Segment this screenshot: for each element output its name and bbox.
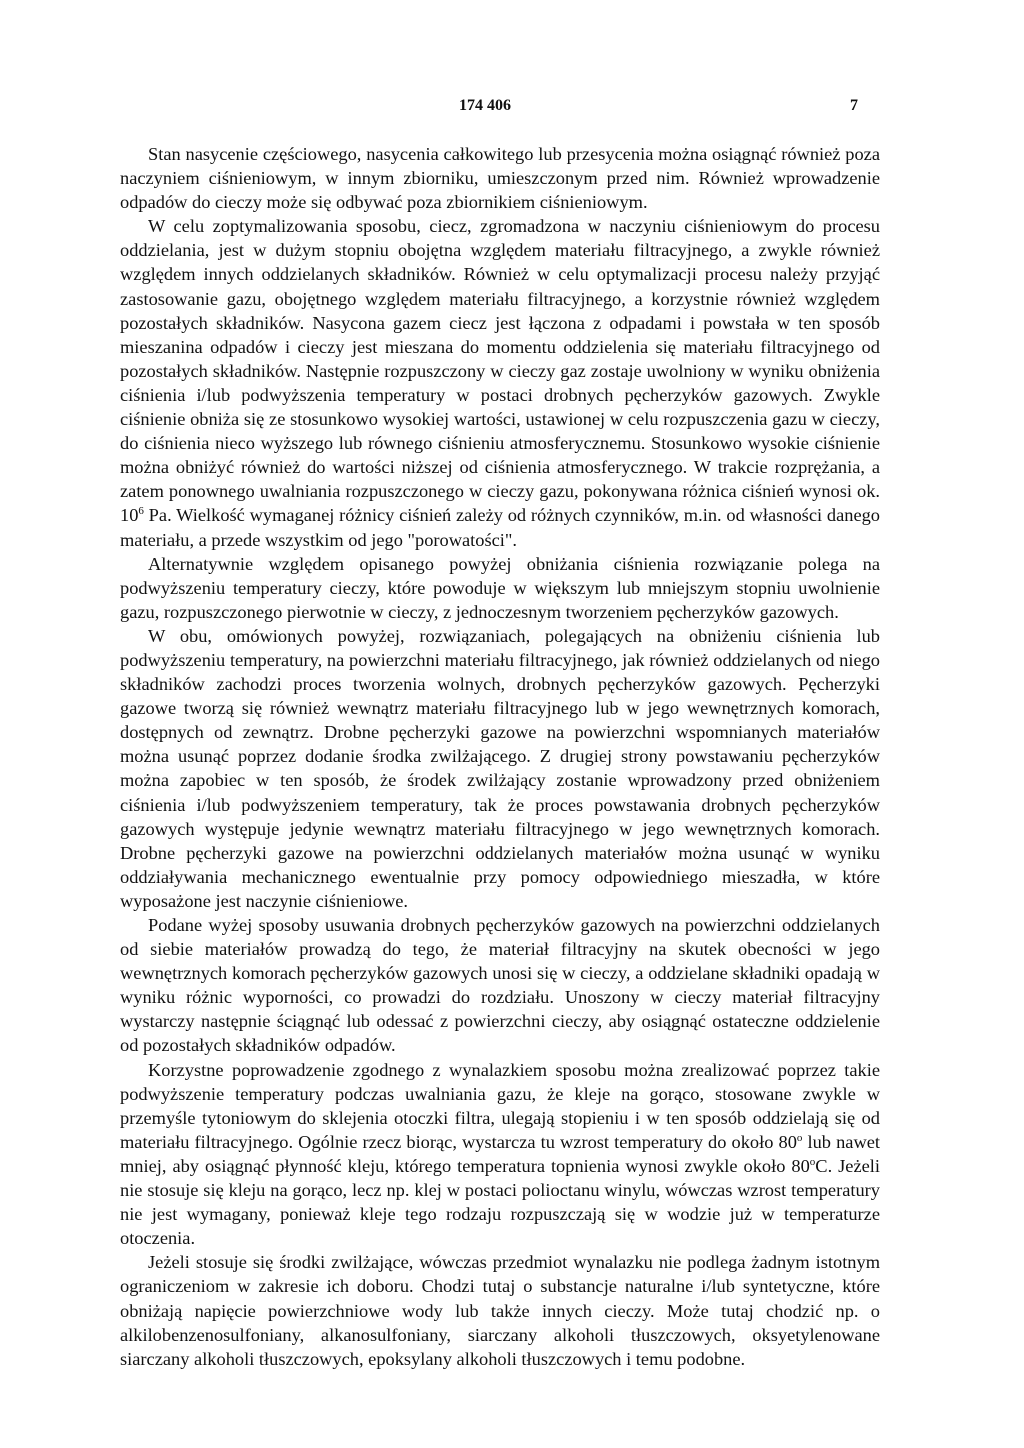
paragraph-4	[120, 624, 880, 913]
page-number: 7	[850, 97, 858, 114]
paragraph-text: Jeżeli stosuje się środki zwilżające, wówczas przedmiot wynalazku nie podlega żadnym istotnym ograniczeniom w zakresie ich doboru. Chodzi tutaj o substancje naturalne i/lub syntetyczne, które obniżają napięcie powierzchniowe wody lub także innych cieczy. Może tutaj chodzić np. o alkilobenzenosulfoniany, alkanosulfoniany, siarczany alkoholi tłuszczowych, oksyetylenowane siarczany alkoholi tłuszczowych, epoksylany alkoholi tłuszczowych i temu podobne.	[120, 1252, 880, 1369]
paragraph-text: Stan nasycenie częściowego, nasycenia całkowitego lub przesycenia można osiągnąć również poza naczyniem ciśnieniowym, w innym zbiorniku, umieszczonym przed nim. Również wprowadzenie odpadów do cieczy może się odbywać poza zbiornikiem ciśnieniowym.	[120, 144, 880, 213]
paragraph-text: W obu, omówionych powyżej, rozwiązaniach, polegających na obniżeniu ciśnienia lub podwyższeniu temperatury, na powierzchni materiału filtracyjnego, jak również oddzielanych od niego składników zachodzi proces tworzenia wolnych, drobnych pęcherzyków gazowych. Pęcherzyki gazowe tworzą się również wewnątrz materiału filtracyjnego lub w jego wewnętrznych komorach, dostępnych od zewnątrz. Drobne pęcherzyki gazowe na powierzchni wspomnianych materiałów można usunąć poprzez dodanie środka zwilżającego. Z drugiej strony powstawaniu pęcherzyków można zapobiec w ten sposób, że środek zwilżający zostanie wprowadzony przed obniżeniem ciśnienia i/lub podwyższeniem temperatury, tak że proces powstawania drobnych pęcherzyków gazowych występuje jedynie wewnątrz materiału filtracyjnego w jego wewnętrznych komorach. Drobne pęcherzyki gazowe na powierzchni oddzielanych materiałów można usunąć w wyniku oddziaływania mechanicznego ewentualnie przy pomocy odpowiedniego mieszadła, w które wyposażone jest naczynie ciśnieniowe.	[120, 625, 880, 911]
paragraph-6	[120, 1058, 880, 1251]
superscript-exponent: 6	[138, 505, 144, 518]
paragraph-text: C. Jeżeli nie stosuje się kleju na gorąco, lecz np. klej w postaci polioctanu winylu, wówczas wzrost temperatury nie jest wymagany, ponieważ kleje tego rodzaju rozpuszczają się w wodzie już w temperaturze otoczenia.	[120, 1155, 880, 1249]
degree-superscript: o	[809, 1155, 816, 1168]
page-header	[120, 97, 858, 119]
paragraph-text: Podane wyżej sposoby usuwania drobnych pęcherzyków gazowych na powierzchni oddzielanych od siebie materiałów prowadzą do tego, że materiał filtracyjny na skutek obecności w jego wewnętrznych komorach pęcherzyków gazowych unosi się w cieczy, a oddzielane składniki opadają w wyniku różnic wyporności, co prowadzi do rozdziału. Unoszony w cieczy materiał filtracyjny wystarczy następnie ściągnąć lub odessać z powierzchni cieczy, aby osiągnąć ostateczne oddzielenie od pozostałych składników odpadów.	[120, 915, 880, 1056]
paragraph-5	[120, 913, 880, 1058]
paragraph-2	[120, 214, 880, 551]
paragraph-text: Alternatywnie względem opisanego powyżej obniżania ciśnienia rozwiązanie polega na podwyższeniu temperatury cieczy, które powoduje w większym lub mniejszym stopniu uwolnienie gazu, rozpuszczonego pierwotnie w cieczy, z jednoczesnym tworzeniem pęcherzyków gazowych.	[120, 553, 880, 622]
paragraph-text: Korzystne poprowadzenie zgodnego z wynalazkiem sposobu można zrealizować poprzez takie podwyższenie temperatury podczas uwalniania gazu, że kleje na gorąco, stosowane zwykle w przemyśle tytoniowym do sklejenia otoczki filtra, ulegają stopieniu i w ten sposób oddzielają się od materiału filtracyjnego. Ogólnie rzecz biorąc, wystarcza tu wzrost temperatury do około 80	[120, 1059, 880, 1152]
body-text	[120, 142, 880, 1371]
paragraph-7	[120, 1250, 880, 1370]
paragraph-text: W celu zoptymalizowania sposobu, ciecz, zgromadzona w naczyniu ciśnieniowym do procesu oddzielania, jest w dużym stopniu obojętna względem materiału filtracyjnego, a zwykle również względem innych oddzielanych składników. Również w celu optymalizacji procesu należy przyjąć zastosowanie gazu, obojętnego względem materiału filtracyjnego, a korzystnie również względem pozostałych składników. Nasycona gazem ciecz jest łączona z odpadami i powstała w ten sposób mieszanina odpadów i cieczy jest mieszana do momentu oddzielenia się materiału filtracyjnego od pozostałych składników. Następnie rozpuszczony w cieczy gaz zostaje uwolniony w wyniku obniżenia ciśnienia i/lub podwyższenia temperatury w postaci drobnych pęcherzyków gazowych. Zwykle ciśnienie obniża się ze stosunkowo wysokiej wartości, ustawionej w celu rozpuszczenia gazu w cieczy, do ciśnienia nieco wyższego lub równego ciśnieniu atmosferycznemu. Stosunkowo wysokie ciśnienie można obniżyć również do wartości niższej od ciśnienia atmosferycznego. W trakcie rozprężania, a zatem ponownego uwalniania rozpuszczonego w cieczy gazu, pokonywana różnica ciśnień wynosi ok. 10	[120, 216, 880, 526]
paragraph-3	[120, 552, 880, 624]
patent-number: 174 406	[459, 97, 511, 114]
degree-superscript: o	[796, 1131, 803, 1144]
paragraph-text: lub nawet mniej, aby osiągnąć płynność kleju, którego temperatura topnienia wynosi zwykle około 80	[120, 1131, 880, 1176]
paragraph-1	[120, 142, 880, 214]
paragraph-text: Pa. Wielkość wymaganej różnicy ciśnień zależy od różnych czynników, m.in. od własności danego materiału, a przede wszystkim od jego "porowatości".	[120, 505, 880, 550]
